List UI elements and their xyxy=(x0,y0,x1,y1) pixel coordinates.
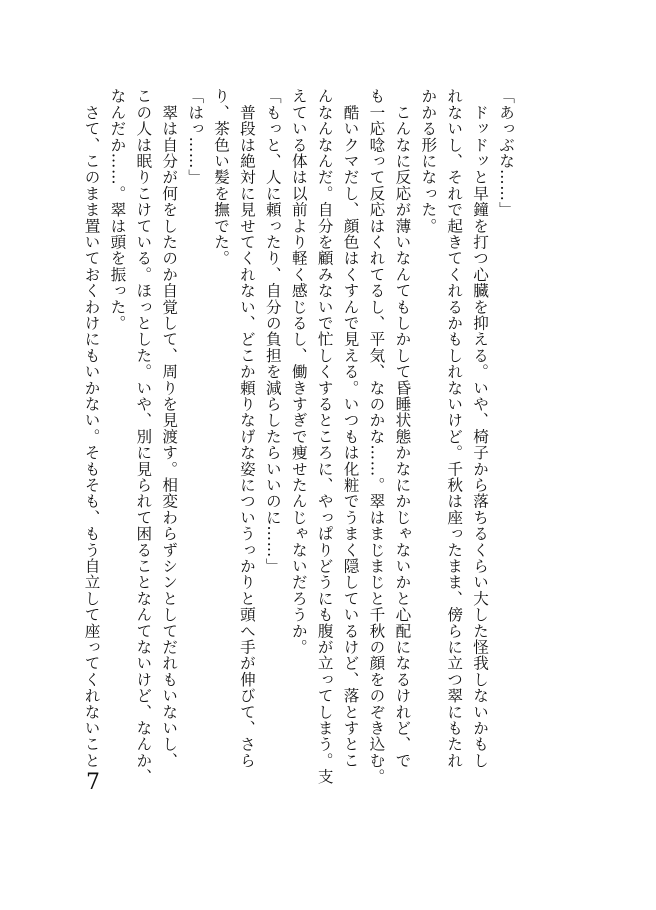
text-line: 酷いクマだし、顔色はくすんで見える。いつもは化粧でうまく隠しているけど、落とすとこ xyxy=(341,88,360,769)
text-line: れないし、それで起きてくれるかもしれないけど。千秋は座ったまま、傍らに立つ翠にもたれ xyxy=(445,88,464,769)
text-line: んなんなんだ。自分を顧みないで忙しくするところに、やっぱりどうにも腹が立ってしまう。支 xyxy=(315,88,334,785)
vertical-text-body xyxy=(82,88,518,820)
text-line: こんなに反応が薄いなんてもしかして昏睡状態かなにかじゃないかと心配になるけれど、で xyxy=(393,88,412,769)
text-line: 「あっぶな……」 xyxy=(497,88,515,218)
text-line: ドッドッと早鐘を打つ心臓を抑える。いや、椅子から落ちるくらい大した怪我しないかもし xyxy=(471,88,490,769)
text-line: かかる形になった。 xyxy=(419,88,438,234)
text-line: えている体は以前より軽く感じるし、働きすぎで痩せたんじゃないだろうか。 xyxy=(289,88,308,655)
text-line: なんだか……。翠は頭を振った。 xyxy=(108,88,127,331)
text-line: 普段は絶対に見せてくれない、どこか頼りなげな姿についうっかりと頭へ手が伸びて、さら xyxy=(237,88,256,769)
text-line: 「はっ……」 xyxy=(186,88,205,186)
text-line: も一応唸って反応はくれてるし、平気、なのかな……。翠はまじまじと千秋の顔をのぞき込む。 xyxy=(367,88,386,785)
page-number: 7 xyxy=(86,770,100,795)
text-line: さて、このまま置いておくわけにもいかない。そもそも、もう自立して座ってくれないこと xyxy=(82,88,101,769)
text-line: 翠は自分が何をしたのか自覚して、周りを見渡す。相変わらずシンとしてだれもいないし、 xyxy=(160,88,179,769)
text-line: り、茶色い髪を撫でた。 xyxy=(212,88,231,267)
text-line: 「もっと、人に頼ったり、自分の負担を減らしたらいいのに……」 xyxy=(263,88,282,574)
text-line: この人は眠りこけている。ほっとした。いや、別に見られて困ることなんてないけど、なんか、 xyxy=(134,88,153,785)
